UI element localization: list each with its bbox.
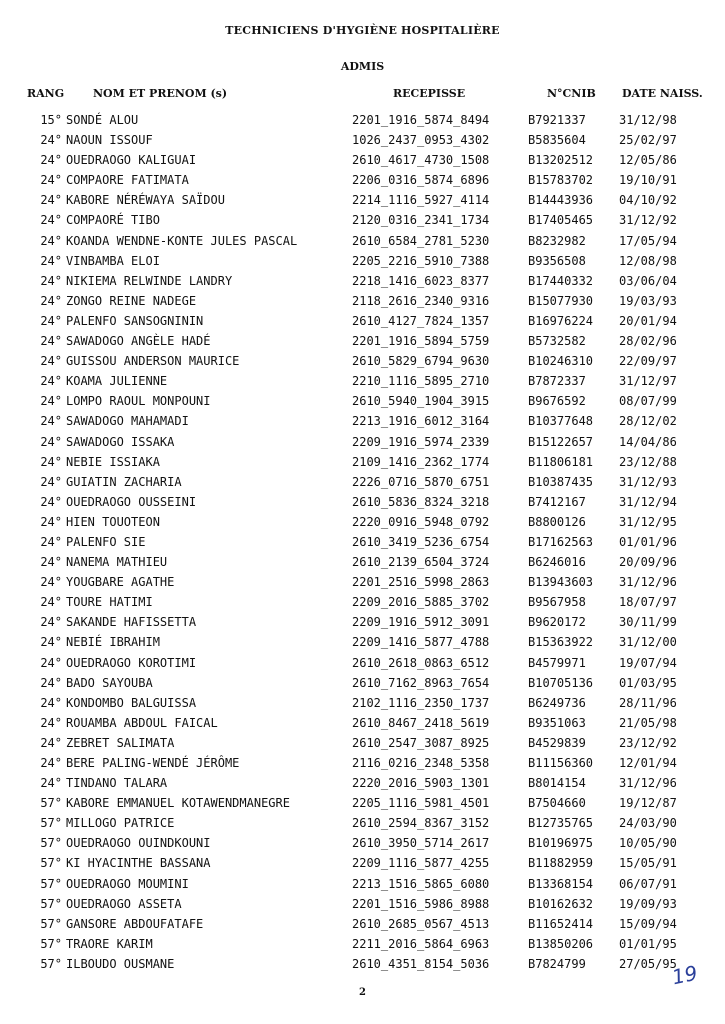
row-rang: 57° bbox=[40, 956, 62, 971]
row-date: 03/06/04 bbox=[619, 273, 677, 288]
row-rang: 15° bbox=[40, 113, 62, 127]
row-recepisse: 2201_2516_5998_2863 bbox=[352, 575, 490, 590]
table-row bbox=[0, 251, 725, 271]
row-rang: 24° bbox=[40, 374, 62, 389]
row-recepisse: 2205_1116_5981_4501 bbox=[352, 796, 490, 811]
row-rang: 24° bbox=[40, 434, 62, 449]
row-recepisse: 2213_1916_6012_3164 bbox=[352, 414, 490, 429]
table-row bbox=[0, 231, 725, 251]
row-nom: OUEDRAOGO MOUMINI bbox=[66, 876, 189, 891]
row-date: 01/01/95 bbox=[619, 936, 677, 951]
row-recepisse: 2209_1116_5877_4255 bbox=[352, 856, 490, 871]
row-cnib: B9676592 bbox=[528, 394, 586, 409]
row-cnib: B11806181 bbox=[528, 454, 594, 469]
table-row bbox=[0, 331, 725, 351]
row-date: 21/05/98 bbox=[619, 715, 677, 730]
table-row bbox=[0, 753, 725, 773]
table-row bbox=[0, 934, 725, 954]
row-nom: NANEMA MATHIEU bbox=[66, 555, 168, 570]
row-recepisse: 2211_2016_5864_6963 bbox=[352, 936, 490, 951]
row-nom: GANSORE ABDOUFATAFE bbox=[66, 916, 204, 931]
row-rang: 24° bbox=[40, 615, 62, 630]
row-rang: 24° bbox=[40, 494, 62, 509]
row-nom: MILLOGO PATRICE bbox=[66, 816, 175, 831]
row-cnib: B15122657 bbox=[528, 434, 594, 449]
table-row bbox=[0, 813, 725, 833]
row-rang: 24° bbox=[40, 735, 62, 750]
row-recepisse: 2610_3419_5236_6754 bbox=[352, 534, 490, 549]
row-cnib: B7872337 bbox=[528, 374, 586, 389]
row-rang: 24° bbox=[40, 756, 62, 770]
table-row bbox=[0, 653, 725, 673]
row-date: 04/10/92 bbox=[619, 193, 677, 208]
row-rang: 24° bbox=[40, 575, 62, 590]
row-recepisse: 2201_1916_5874_8494 bbox=[352, 113, 490, 127]
table-row bbox=[0, 411, 725, 431]
row-cnib: B4579971 bbox=[528, 655, 586, 670]
row-recepisse: 2610_2547_3087_8925 bbox=[352, 735, 490, 750]
row-date: 19/12/87 bbox=[619, 796, 677, 811]
table-row bbox=[0, 612, 725, 632]
row-date: 28/02/96 bbox=[619, 334, 677, 349]
row-cnib: B5732582 bbox=[528, 334, 586, 349]
row-recepisse: 2610_4127_7824_1357 bbox=[352, 313, 490, 328]
row-date: 20/01/94 bbox=[619, 313, 677, 328]
row-date: 17/05/94 bbox=[619, 233, 677, 248]
row-recepisse: 2610_2685_0567_4513 bbox=[352, 916, 490, 931]
row-recepisse: 2209_2016_5885_3702 bbox=[352, 595, 490, 610]
header-date: DATE NAISS. bbox=[622, 87, 703, 100]
row-date: 06/07/91 bbox=[619, 876, 677, 891]
table-row bbox=[0, 271, 725, 291]
row-recepisse: 2610_3950_5714_2617 bbox=[352, 836, 490, 851]
row-rang: 24° bbox=[40, 534, 62, 549]
row-date: 24/03/90 bbox=[619, 816, 677, 831]
row-rang: 24° bbox=[40, 715, 62, 730]
row-nom: TRAORE KARIM bbox=[66, 936, 153, 951]
table-row bbox=[0, 190, 725, 210]
row-cnib: B10196975 bbox=[528, 836, 594, 851]
row-date: 01/01/96 bbox=[619, 534, 677, 549]
row-recepisse: 2610_5829_6794_9630 bbox=[352, 354, 490, 369]
table-row bbox=[0, 954, 725, 974]
row-recepisse: 2120_0316_2341_1734 bbox=[352, 213, 490, 228]
row-recepisse: 2610_5836_8324_3218 bbox=[352, 494, 490, 509]
row-cnib: B16976224 bbox=[528, 313, 594, 328]
row-recepisse: 2118_2616_2340_9316 bbox=[352, 293, 490, 308]
row-cnib: B6249736 bbox=[528, 695, 586, 710]
row-recepisse: 2209_1916_5912_3091 bbox=[352, 615, 490, 630]
row-recepisse: 2610_6584_2781_5230 bbox=[352, 233, 490, 248]
row-nom: KOAMA JULIENNE bbox=[66, 374, 168, 389]
row-nom: NAOUN ISSOUF bbox=[66, 133, 153, 148]
row-rang: 24° bbox=[40, 394, 62, 409]
row-nom: LOMPO RAOUL MONPOUNI bbox=[66, 394, 211, 409]
row-cnib: B7412167 bbox=[528, 494, 586, 509]
row-cnib: B17162563 bbox=[528, 534, 594, 549]
row-date: 31/12/97 bbox=[619, 374, 677, 389]
page-number: 2 bbox=[359, 987, 366, 998]
row-rang: 24° bbox=[40, 133, 62, 148]
row-nom: KONDOMBO BALGUISSA bbox=[66, 695, 197, 710]
header-rang: RANG bbox=[27, 87, 65, 100]
results-table bbox=[0, 110, 725, 974]
row-recepisse: 2610_2139_6504_3724 bbox=[352, 555, 490, 570]
row-cnib: B9356508 bbox=[528, 253, 586, 268]
row-nom: PALENFO SANSOGNININ bbox=[66, 313, 204, 328]
table-row bbox=[0, 391, 725, 411]
row-cnib: B11882959 bbox=[528, 856, 594, 871]
row-date: 31/12/93 bbox=[619, 474, 677, 489]
row-recepisse: 2209_1916_5974_2339 bbox=[352, 434, 490, 449]
row-nom: KI HYACINTHE BASSANA bbox=[66, 856, 211, 871]
row-rang: 24° bbox=[40, 595, 62, 610]
row-rang: 57° bbox=[40, 916, 62, 931]
row-rang: 57° bbox=[40, 936, 62, 951]
row-nom: COMPAORÉ TIBO bbox=[66, 213, 160, 228]
row-date: 31/12/96 bbox=[619, 575, 677, 590]
table-row bbox=[0, 492, 725, 512]
row-date: 28/11/96 bbox=[619, 695, 677, 710]
table-row bbox=[0, 210, 725, 230]
row-rang: 24° bbox=[40, 655, 62, 670]
row-nom: SAWADOGO ANGÈLE HADÉ bbox=[66, 334, 211, 349]
row-nom: TINDANO TALARA bbox=[66, 776, 168, 791]
row-recepisse: 2210_1116_5895_2710 bbox=[352, 374, 490, 389]
row-cnib: B13943603 bbox=[528, 575, 594, 590]
row-cnib: B15077930 bbox=[528, 293, 594, 308]
row-cnib: B17405465 bbox=[528, 213, 594, 228]
row-recepisse: 2610_8467_2418_5619 bbox=[352, 715, 490, 730]
row-nom: OUEDRAOGO OUSSEINI bbox=[66, 494, 197, 509]
row-nom: PALENFO SIE bbox=[66, 534, 146, 549]
row-nom: BERE PALING-WENDÉ JÉRÔME bbox=[66, 756, 240, 770]
row-rang: 57° bbox=[40, 796, 62, 811]
row-rang: 24° bbox=[40, 474, 62, 489]
table-row bbox=[0, 632, 725, 652]
row-rang: 57° bbox=[40, 836, 62, 851]
row-date: 15/09/94 bbox=[619, 916, 677, 931]
row-nom: SONDÉ ALOU bbox=[66, 113, 139, 127]
table-row bbox=[0, 452, 725, 472]
row-date: 27/05/95 bbox=[619, 956, 677, 971]
row-rang: 24° bbox=[40, 635, 62, 650]
row-recepisse: 2213_1516_5865_6080 bbox=[352, 876, 490, 891]
table-row bbox=[0, 572, 725, 592]
row-cnib: B4529839 bbox=[528, 735, 586, 750]
table-row bbox=[0, 512, 725, 532]
row-recepisse: 2610_4351_8154_5036 bbox=[352, 956, 490, 971]
table-row bbox=[0, 150, 725, 170]
row-nom: NEBIE ISSIAKA bbox=[66, 454, 160, 469]
row-date: 23/12/88 bbox=[619, 454, 677, 469]
row-nom: ZONGO REINE NADEGE bbox=[66, 293, 197, 308]
row-rang: 24° bbox=[40, 334, 62, 349]
row-cnib: B10377648 bbox=[528, 414, 594, 429]
row-date: 25/02/97 bbox=[619, 133, 677, 148]
row-recepisse: 2220_2016_5903_1301 bbox=[352, 776, 490, 791]
row-date: 31/12/96 bbox=[619, 776, 677, 791]
row-cnib: B9351063 bbox=[528, 715, 586, 730]
row-nom: SAWADOGO ISSAKA bbox=[66, 434, 175, 449]
row-rang: 57° bbox=[40, 856, 62, 871]
table-row bbox=[0, 130, 725, 150]
row-date: 20/09/96 bbox=[619, 555, 677, 570]
row-date: 30/11/99 bbox=[619, 615, 677, 630]
row-cnib: B8014154 bbox=[528, 776, 586, 791]
table-row bbox=[0, 894, 725, 914]
row-nom: GUISSOU ANDERSON MAURICE bbox=[66, 354, 240, 369]
table-row bbox=[0, 351, 725, 371]
row-cnib: B8800126 bbox=[528, 514, 586, 529]
row-nom: GUIATIN ZACHARIA bbox=[66, 474, 182, 489]
row-rang: 24° bbox=[40, 695, 62, 710]
row-cnib: B8232982 bbox=[528, 233, 586, 248]
document-subtitle: ADMIS bbox=[340, 60, 385, 73]
row-recepisse: 2116_0216_2348_5358 bbox=[352, 756, 490, 770]
row-date: 18/07/97 bbox=[619, 595, 677, 610]
table-row bbox=[0, 693, 725, 713]
table-row bbox=[0, 552, 725, 572]
row-recepisse: 2226_0716_5870_6751 bbox=[352, 474, 490, 489]
row-rang: 24° bbox=[40, 253, 62, 268]
row-cnib: B7504660 bbox=[528, 796, 586, 811]
handwritten-mark: 19 bbox=[669, 960, 700, 990]
row-recepisse: 2201_1916_5894_5759 bbox=[352, 334, 490, 349]
row-cnib: B13368154 bbox=[528, 876, 594, 891]
table-row bbox=[0, 793, 725, 813]
row-rang: 24° bbox=[40, 555, 62, 570]
row-recepisse: 2205_2216_5910_7388 bbox=[352, 253, 490, 268]
row-nom: COMPAORE FATIMATA bbox=[66, 173, 189, 188]
row-nom: KABORE NÉRÉWAYA SAÏDOU bbox=[66, 193, 225, 208]
row-date: 22/09/97 bbox=[619, 354, 677, 369]
row-date: 31/12/95 bbox=[619, 514, 677, 529]
row-rang: 24° bbox=[40, 454, 62, 469]
row-cnib: B9567958 bbox=[528, 595, 586, 610]
table-row bbox=[0, 833, 725, 853]
row-rang: 24° bbox=[40, 233, 62, 248]
row-nom: SAWADOGO MAHAMADI bbox=[66, 414, 189, 429]
row-recepisse: 2206_0316_5874_6896 bbox=[352, 173, 490, 188]
table-row bbox=[0, 874, 725, 894]
row-rang: 24° bbox=[40, 675, 62, 690]
row-recepisse: 2610_2594_8367_3152 bbox=[352, 816, 490, 831]
row-recepisse: 2218_1416_6023_8377 bbox=[352, 273, 490, 288]
row-cnib: B6246016 bbox=[528, 555, 586, 570]
row-date: 31/12/94 bbox=[619, 494, 677, 509]
row-date: 19/09/93 bbox=[619, 896, 677, 911]
document-title: TECHNICIENS D'HYGIÈNE HOSPITALIÈRE bbox=[225, 24, 500, 37]
row-cnib: B10162632 bbox=[528, 896, 594, 911]
row-recepisse: 2214_1116_5927_4114 bbox=[352, 193, 490, 208]
table-row bbox=[0, 773, 725, 793]
row-cnib: B10246310 bbox=[528, 354, 594, 369]
row-nom: KOANDA WENDNE-KONTE JULES PASCAL bbox=[66, 233, 298, 248]
row-nom: HIEN TOUOTEON bbox=[66, 514, 160, 529]
row-cnib: B15363922 bbox=[528, 635, 594, 650]
row-date: 28/12/02 bbox=[619, 414, 677, 429]
row-date: 01/03/95 bbox=[619, 675, 677, 690]
row-rang: 24° bbox=[40, 153, 62, 168]
row-rang: 24° bbox=[40, 193, 62, 208]
row-rang: 57° bbox=[40, 896, 62, 911]
row-nom: ILBOUDO OUSMANE bbox=[66, 956, 175, 971]
row-recepisse: 2610_2618_0863_6512 bbox=[352, 655, 490, 670]
row-nom: OUEDRAOGO KALIGUAI bbox=[66, 153, 197, 168]
row-nom: OUEDRAOGO KOROTIMI bbox=[66, 655, 197, 670]
row-rang: 24° bbox=[40, 213, 62, 228]
row-cnib: B13850206 bbox=[528, 936, 594, 951]
row-date: 15/05/91 bbox=[619, 856, 677, 871]
row-date: 31/12/92 bbox=[619, 213, 677, 228]
row-cnib: B15783702 bbox=[528, 173, 594, 188]
row-cnib: B9620172 bbox=[528, 615, 586, 630]
row-date: 31/12/00 bbox=[619, 635, 677, 650]
row-rang: 24° bbox=[40, 514, 62, 529]
table-row bbox=[0, 713, 725, 733]
row-rang: 24° bbox=[40, 313, 62, 328]
row-cnib: B11652414 bbox=[528, 916, 594, 931]
table-row bbox=[0, 532, 725, 552]
row-nom: SAKANDE HAFISSETTA bbox=[66, 615, 197, 630]
row-cnib: B11156360 bbox=[528, 756, 594, 770]
row-rang: 24° bbox=[40, 776, 62, 791]
table-row bbox=[0, 592, 725, 612]
table-row bbox=[0, 170, 725, 190]
row-date: 12/01/94 bbox=[619, 756, 677, 770]
row-date: 08/07/99 bbox=[619, 394, 677, 409]
row-cnib: B12735765 bbox=[528, 816, 594, 831]
row-cnib: B10705136 bbox=[528, 675, 594, 690]
row-nom: NIKIEMA RELWINDE LANDRY bbox=[66, 273, 233, 288]
row-rang: 24° bbox=[40, 414, 62, 429]
row-nom: ROUAMBA ABDOUL FAICAL bbox=[66, 715, 218, 730]
row-nom: VINBAMBA ELOI bbox=[66, 253, 160, 268]
row-date: 19/07/94 bbox=[619, 655, 677, 670]
row-cnib: B7921337 bbox=[528, 113, 586, 127]
header-cnib: N°CNIB bbox=[547, 87, 596, 100]
table-row bbox=[0, 311, 725, 331]
row-recepisse: 2109_1416_2362_1774 bbox=[352, 454, 490, 469]
row-date: 10/05/90 bbox=[619, 836, 677, 851]
row-recepisse: 2102_1116_2350_1737 bbox=[352, 695, 490, 710]
table-row bbox=[0, 291, 725, 311]
row-date: 23/12/92 bbox=[619, 735, 677, 750]
row-recepisse: 2201_1516_5986_8988 bbox=[352, 896, 490, 911]
row-nom: OUEDRAOGO OUINDKOUNI bbox=[66, 836, 211, 851]
row-cnib: B10387435 bbox=[528, 474, 594, 489]
row-date: 12/08/98 bbox=[619, 253, 677, 268]
row-nom: YOUGBARE AGATHE bbox=[66, 575, 175, 590]
table-row bbox=[0, 853, 725, 873]
row-nom: KABORE EMMANUEL KOTAWENDMANEGRE bbox=[66, 796, 290, 811]
row-rang: 57° bbox=[40, 876, 62, 891]
table-row bbox=[0, 733, 725, 753]
header-recepisse: RECEPISSE bbox=[393, 87, 466, 100]
row-nom: TOURE HATIMI bbox=[66, 595, 153, 610]
row-nom: OUEDRAOGO ASSETA bbox=[66, 896, 182, 911]
table-row bbox=[0, 472, 725, 492]
row-rang: 24° bbox=[40, 273, 62, 288]
row-recepisse: 2220_0916_5948_0792 bbox=[352, 514, 490, 529]
row-recepisse: 2610_5940_1904_3915 bbox=[352, 394, 490, 409]
row-recepisse: 2610_4617_4730_1508 bbox=[352, 153, 490, 168]
row-recepisse: 2209_1416_5877_4788 bbox=[352, 635, 490, 650]
table-row bbox=[0, 914, 725, 934]
row-cnib: B14443936 bbox=[528, 193, 594, 208]
row-rang: 24° bbox=[40, 354, 62, 369]
table-row bbox=[0, 110, 725, 130]
row-cnib: B17440332 bbox=[528, 273, 594, 288]
row-cnib: B13202512 bbox=[528, 153, 594, 168]
row-cnib: B5835604 bbox=[528, 133, 586, 148]
table-row bbox=[0, 673, 725, 693]
row-cnib: B7824799 bbox=[528, 956, 586, 971]
row-nom: NEBIÉ IBRAHIM bbox=[66, 635, 160, 650]
row-date: 19/03/93 bbox=[619, 293, 677, 308]
row-date: 19/10/91 bbox=[619, 173, 677, 188]
row-rang: 57° bbox=[40, 816, 62, 831]
row-rang: 24° bbox=[40, 173, 62, 188]
row-date: 12/05/86 bbox=[619, 153, 677, 168]
row-nom: ZEBRET SALIMATA bbox=[66, 735, 175, 750]
table-row bbox=[0, 371, 725, 391]
row-recepisse: 1026_2437_0953_4302 bbox=[352, 133, 490, 148]
row-recepisse: 2610_7162_8963_7654 bbox=[352, 675, 490, 690]
row-date: 31/12/98 bbox=[619, 113, 677, 127]
row-nom: BADO SAYOUBA bbox=[66, 675, 153, 690]
header-nom: NOM ET PRENOM (s) bbox=[93, 87, 228, 100]
table-row bbox=[0, 432, 725, 452]
row-rang: 24° bbox=[40, 293, 62, 308]
row-date: 14/04/86 bbox=[619, 434, 677, 449]
